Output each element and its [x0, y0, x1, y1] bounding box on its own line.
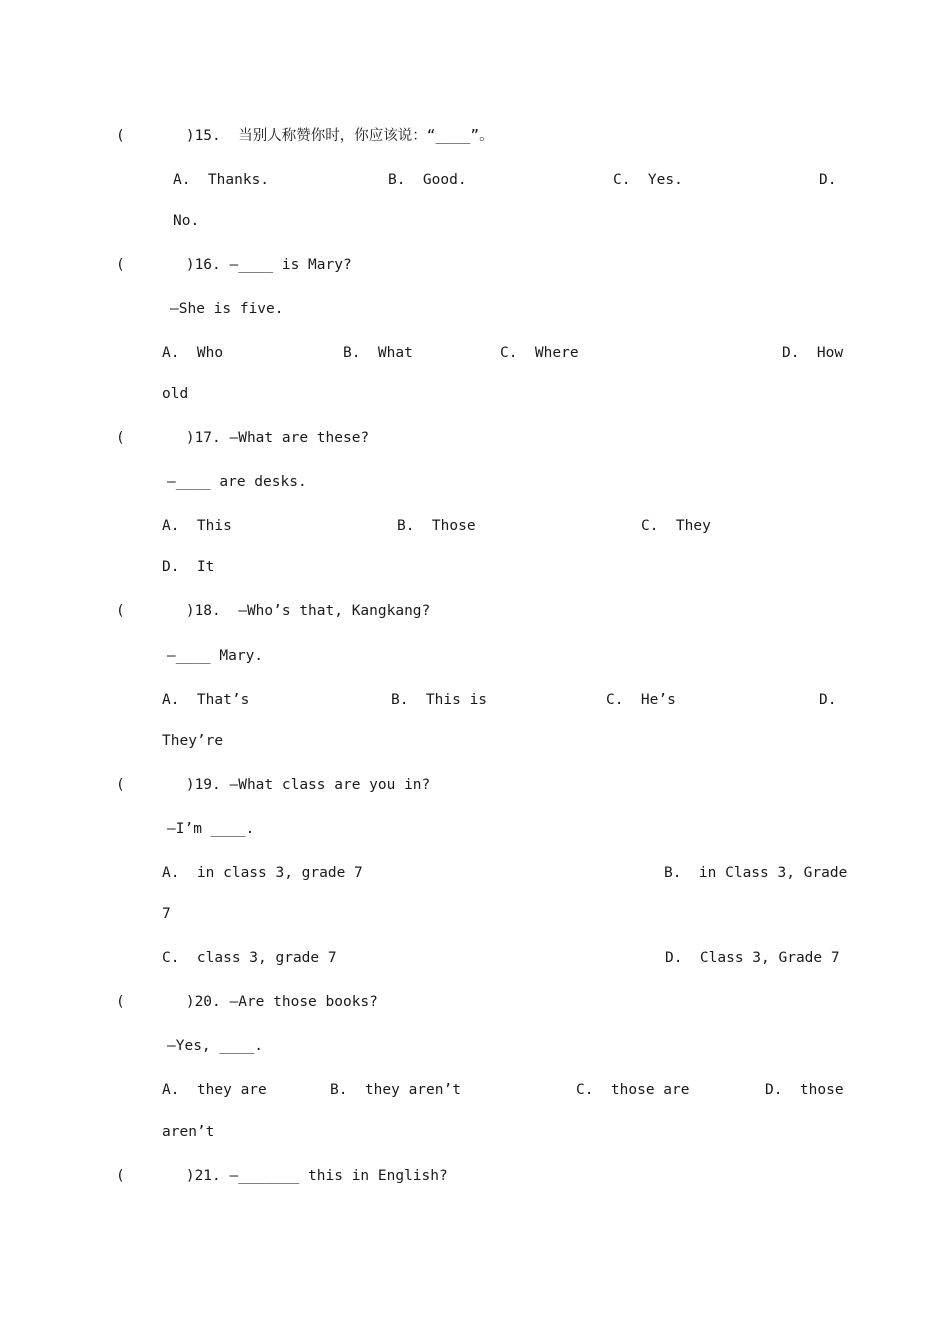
question-15-option-c: C. Yes.: [613, 172, 683, 188]
question-17-answer: —____ are desks.: [167, 474, 307, 490]
question-15-option-a: A. Thanks.: [173, 172, 270, 188]
question-17-option-b: B. Those: [397, 518, 476, 534]
question-15-option-d: D.: [819, 172, 837, 188]
question-19-option-d: D. Class 3, Grade 7: [665, 950, 840, 966]
question-20-option-a: A. they are: [162, 1082, 267, 1098]
question-17-option-a: A. This: [162, 518, 232, 534]
question-18-option-b: B. This is: [391, 692, 488, 708]
question-16-option-d: D. How: [782, 345, 844, 361]
question-20-option-c: C. those are: [576, 1082, 690, 1098]
question-20-option-d: D. those: [765, 1082, 844, 1098]
question-19-stem: ( )19. —What class are you in?: [116, 777, 431, 793]
question-17-option-d: D. It: [162, 559, 215, 575]
question-21-stem: ( )21. —_______ this in English?: [116, 1168, 448, 1184]
question-15-option-d-continued: No.: [173, 213, 200, 229]
question-16-answer: —She is five.: [170, 301, 284, 317]
question-19-option-b-continued: 7: [162, 906, 171, 922]
question-20-option-b: B. they aren’t: [330, 1082, 461, 1098]
question-15-stem: ( )15. 当别人称赞你时，你应该说：“____”。: [116, 128, 494, 144]
question-20-answer: —Yes, ____.: [167, 1038, 264, 1054]
question-19-answer: —I’m ____.: [167, 821, 255, 837]
question-20-option-d-continued: aren’t: [162, 1124, 215, 1140]
question-18-stem: ( )18. —Who’s that, Kangkang?: [116, 603, 431, 619]
question-19-option-a: A. in class 3, grade 7: [162, 865, 363, 881]
question-19-option-b: B. in Class 3, Grade: [664, 865, 848, 881]
question-16-option-b: B. What: [343, 345, 413, 361]
question-18-option-a: A. That’s: [162, 692, 250, 708]
question-17-option-c: C. They: [641, 518, 711, 534]
question-16-option-c: C. Where: [500, 345, 579, 361]
question-18-option-c: C. He’s: [606, 692, 676, 708]
question-16-stem: ( )16. —____ is Mary?: [116, 257, 352, 273]
question-16-option-a: A. Who: [162, 345, 224, 361]
question-20-stem: ( )20. —Are those books?: [116, 994, 378, 1010]
question-16-option-d-continued: old: [162, 386, 189, 402]
question-18-option-d-continued: They’re: [162, 733, 224, 749]
question-18-option-d: D.: [819, 692, 837, 708]
question-19-option-c: C. class 3, grade 7: [162, 950, 337, 966]
question-18-answer: —____ Mary.: [167, 648, 264, 664]
question-15-option-b: B. Good.: [388, 172, 467, 188]
question-17-stem: ( )17. —What are these?: [116, 430, 370, 446]
